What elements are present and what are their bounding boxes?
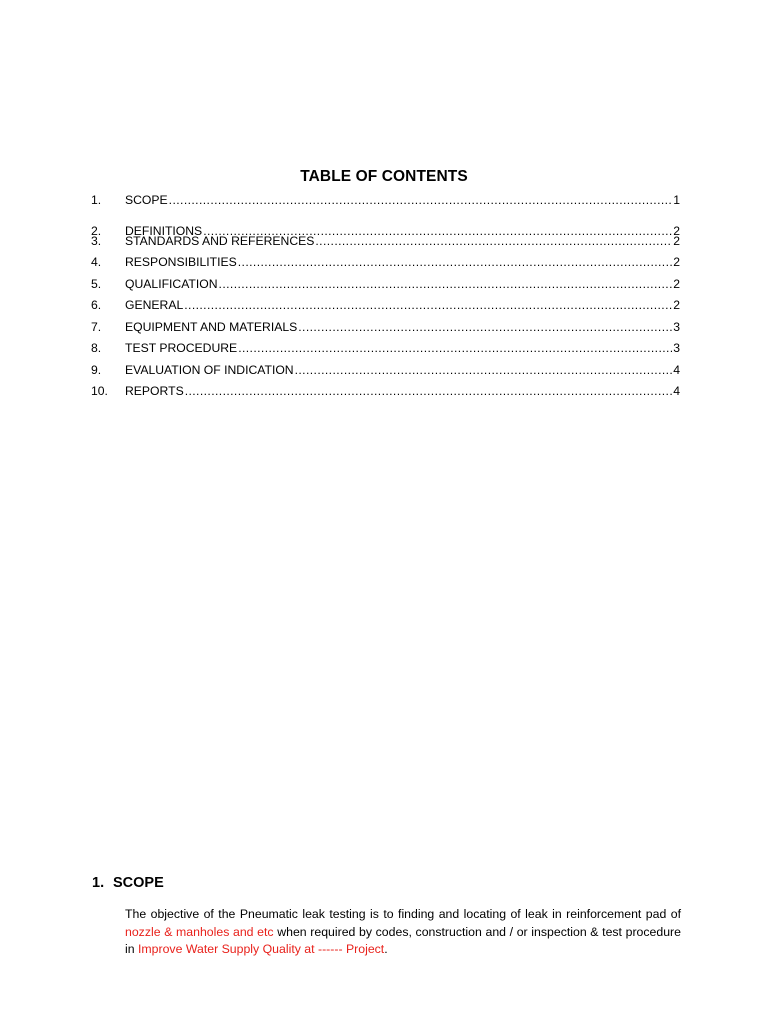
toc-entry[interactable] xyxy=(91,298,680,313)
scope-paragraph xyxy=(125,906,681,959)
toc-entry[interactable] xyxy=(91,363,680,378)
scope-text-part: when required by codes, construction and / or inspection & test procedure in xyxy=(125,924,681,956)
scope-highlight: Improve Water Supply Quality at ------ Project xyxy=(138,942,385,956)
toc-entry-number: 4. xyxy=(91,255,102,269)
toc-entry-label: RESPONSIBILITIES xyxy=(125,255,237,269)
toc-entry-label: EVALUATION OF INDICATION xyxy=(125,363,294,377)
toc-entry-number: 2. xyxy=(91,224,102,238)
toc-entry[interactable] xyxy=(91,341,680,356)
toc-leader-dots xyxy=(315,234,672,249)
toc-leader-dots xyxy=(219,277,673,292)
toc-entry-page: 4 xyxy=(673,363,680,377)
toc-leader-dots xyxy=(238,341,672,356)
toc-entry[interactable] xyxy=(91,320,680,335)
toc-entry-page: 4 xyxy=(673,384,680,398)
section-number: 1. xyxy=(92,875,105,891)
toc-leader-dots xyxy=(298,320,672,335)
toc-title: TABLE OF CONTENTS xyxy=(300,168,468,185)
toc-entry-label: DEFINITIONS xyxy=(125,224,203,238)
toc-entry[interactable] xyxy=(91,384,680,399)
toc-entry[interactable] xyxy=(91,255,680,270)
toc-entry-label: REPORTS xyxy=(125,384,184,398)
toc-entry[interactable] xyxy=(91,193,680,208)
toc-entry-page: 1 xyxy=(673,193,680,207)
toc-entry-number: 3. xyxy=(91,234,102,248)
toc-entry-number: 5. xyxy=(91,277,102,291)
toc-entry-page: 2 xyxy=(673,255,680,269)
toc-entry-label: SCOPE xyxy=(125,193,168,207)
section-title: SCOPE xyxy=(113,875,164,891)
toc-entry-label: GENERAL xyxy=(125,298,184,312)
toc-entry-number: 10. xyxy=(91,384,108,398)
toc-leader-dots xyxy=(184,298,672,313)
toc-leader-dots xyxy=(169,193,673,208)
section-heading-scope xyxy=(92,875,164,891)
toc-entry-label: STANDARDS AND REFERENCES xyxy=(125,234,315,248)
toc-entry-page: 2 xyxy=(673,298,680,312)
toc-entry-page: 2 xyxy=(673,224,680,238)
toc-entry-label: EQUIPMENT AND MATERIALS xyxy=(125,320,298,334)
toc-leader-dots xyxy=(295,363,673,378)
scope-text-part: The objective of the Pneumatic leak testing is to finding and locating of leak in reinforcement pad of xyxy=(125,907,681,921)
toc-entry-label: QUALIFICATION xyxy=(125,277,218,291)
toc-leader-dots xyxy=(185,384,673,399)
toc-entry-number: 9. xyxy=(91,363,102,377)
toc-entry-label: TEST PROCEDURE xyxy=(125,341,238,355)
toc-entry-page: 3 xyxy=(673,320,680,334)
toc-leader-dots xyxy=(238,255,672,270)
toc-entry-number: 1. xyxy=(91,193,102,207)
toc-entry-page: 3 xyxy=(673,341,680,355)
toc-entry[interactable] xyxy=(91,234,680,249)
toc-entry-number: 7. xyxy=(91,320,102,334)
toc-entry-number: 8. xyxy=(91,341,102,355)
scope-highlight: nozzle & manholes and etc xyxy=(125,924,274,939)
toc-entry-page: 2 xyxy=(673,234,680,248)
toc-entry-number: 6. xyxy=(91,298,102,312)
toc-entry[interactable] xyxy=(91,277,680,292)
toc-entry-page: 2 xyxy=(673,277,680,291)
scope-text-part: . xyxy=(384,942,388,956)
